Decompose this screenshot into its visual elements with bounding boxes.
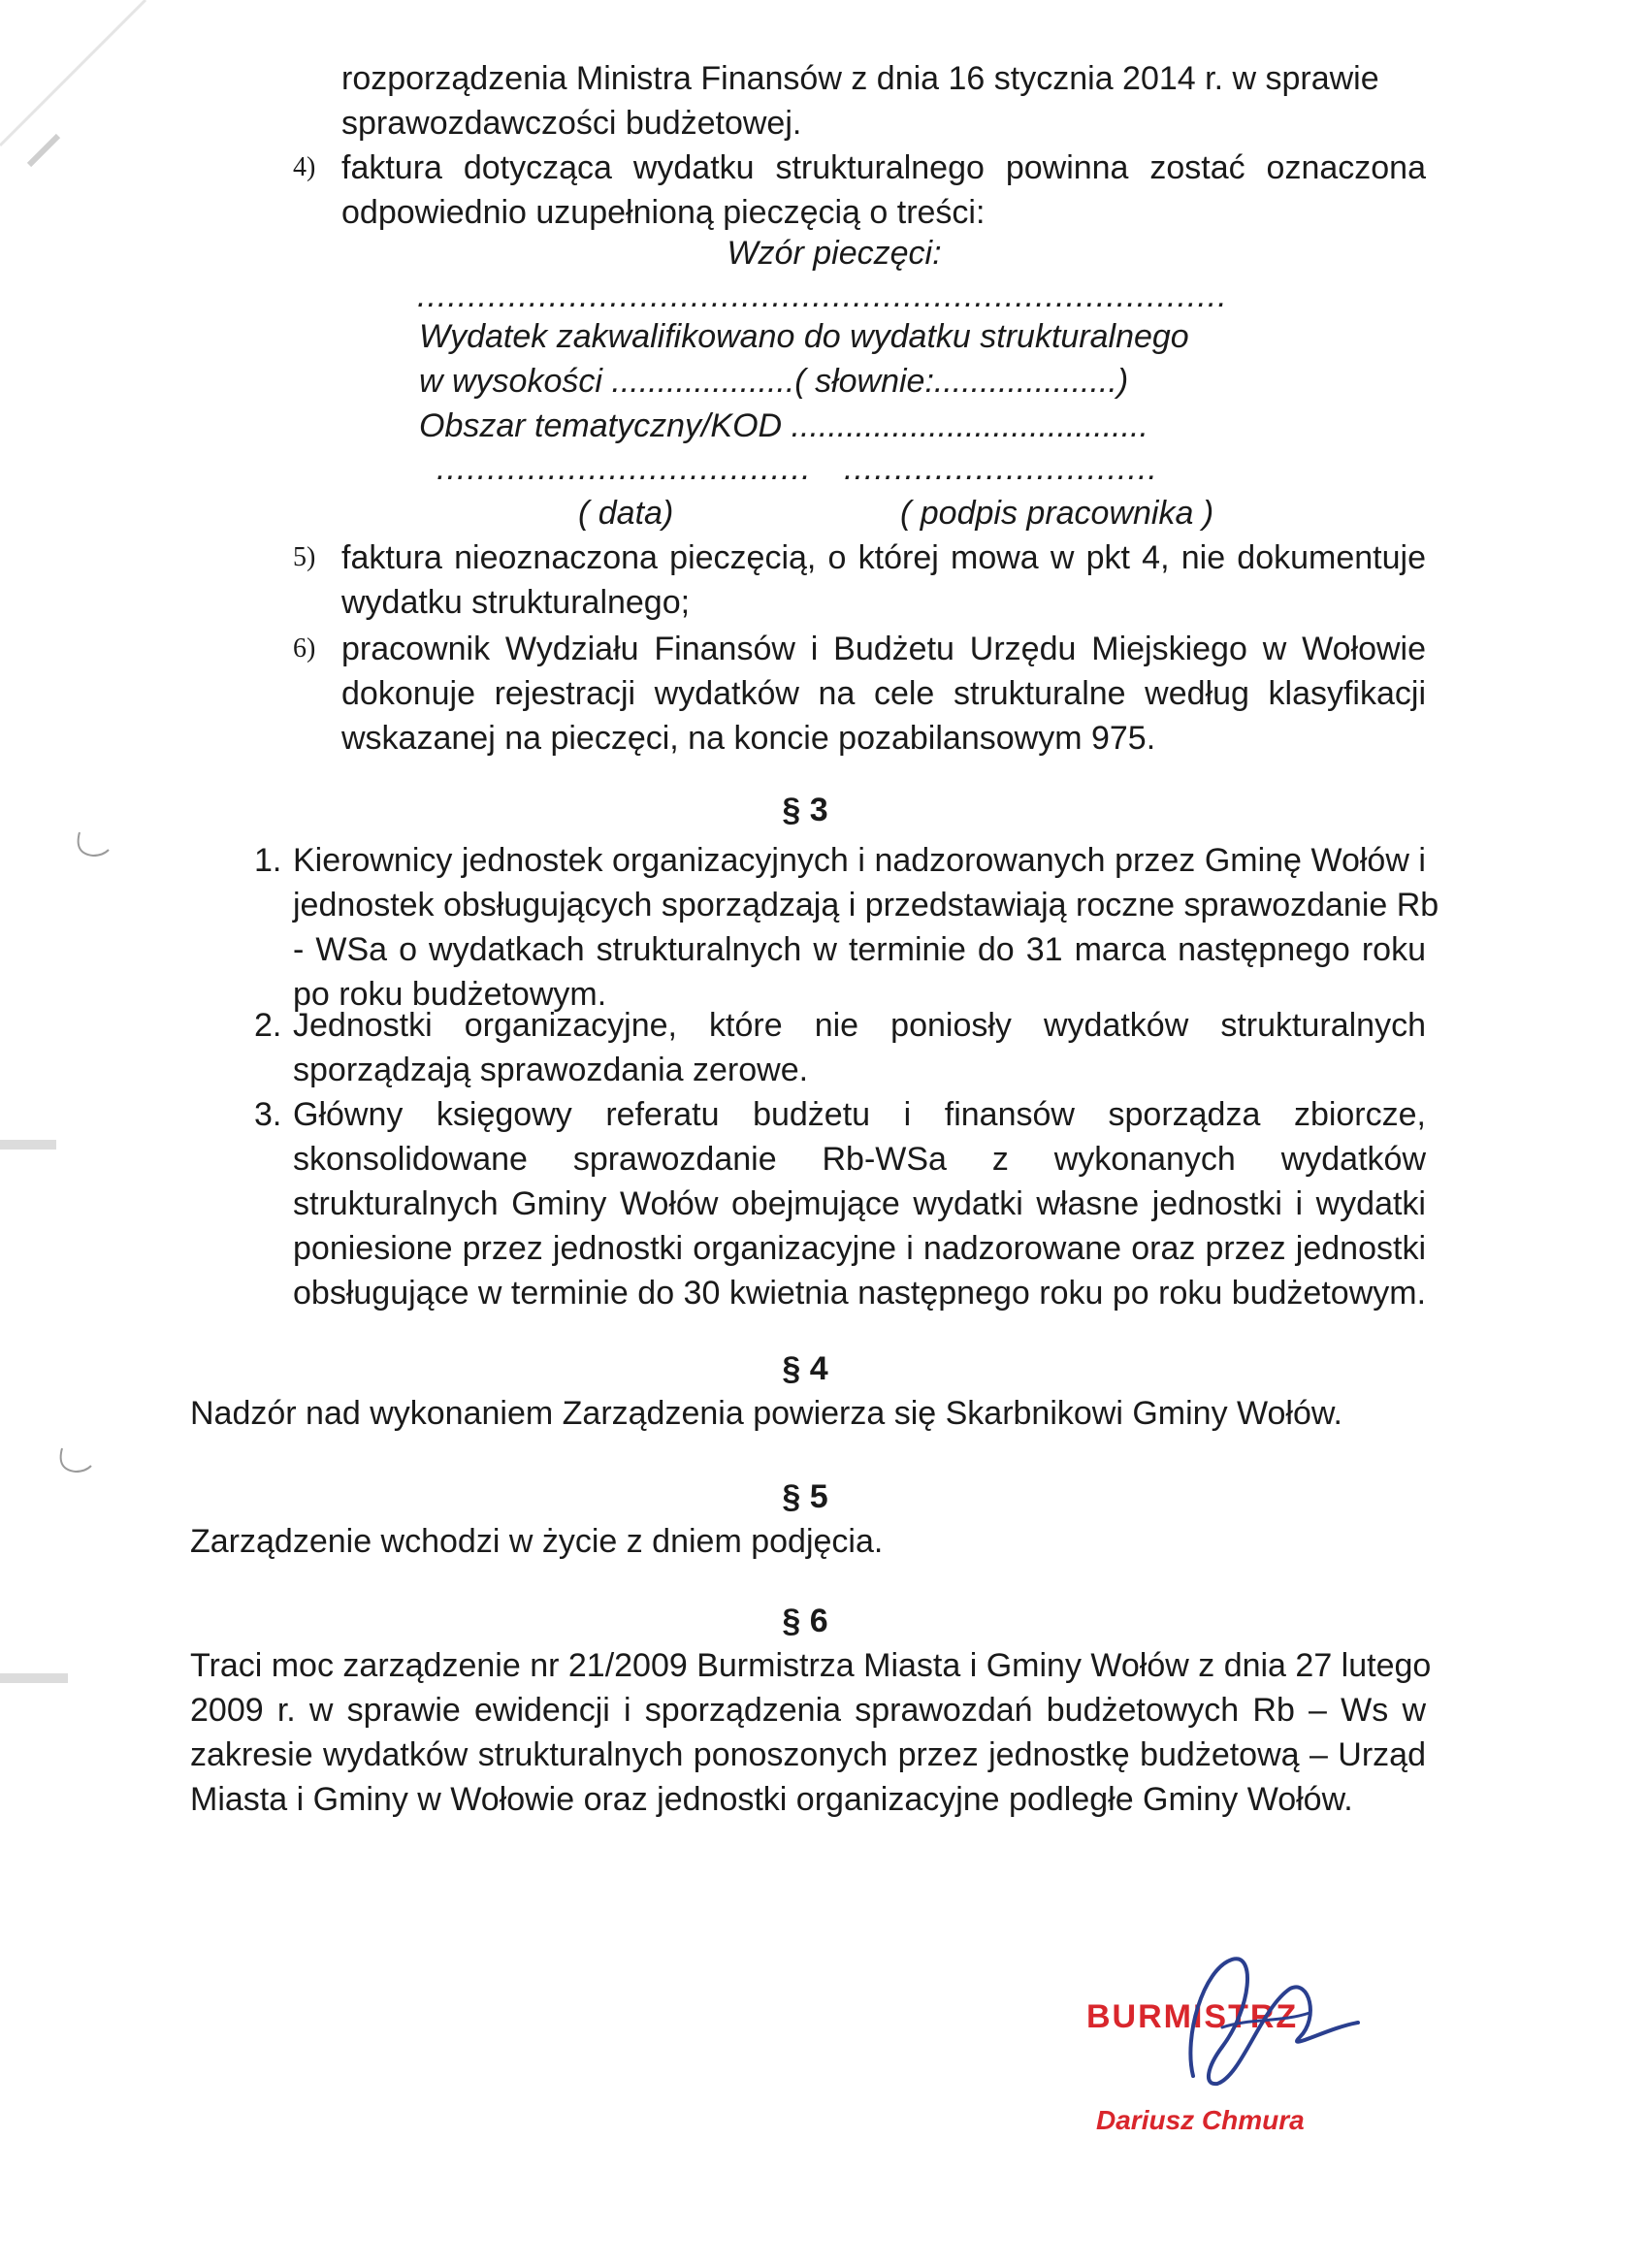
hole-punch-mark	[50, 1441, 99, 1489]
stamp-name: Dariusz Chmura	[1096, 2105, 1305, 2135]
section-heading: § 6	[782, 1603, 828, 1639]
list-number: 5)	[293, 542, 316, 572]
paragraph: Zarządzenie wchodzi w życie z dniem podjęcia.	[190, 1523, 884, 1560]
text-line: Główny księgowy referatu budżetu i finansów sporządza zbiorcze,	[293, 1096, 1426, 1133]
paragraph: Nadzór nad wykonaniem Zarządzenia powierza się Skarbnikowi Gminy Wołów.	[190, 1395, 1343, 1432]
dotted-line: .....................................	[436, 450, 812, 487]
stamp-template-date: ( data)	[578, 495, 674, 532]
text-line: rozporządzenia Ministra Finansów z dnia 16 stycznia 2014 r. w sprawie	[341, 60, 1379, 97]
list-number: 2.	[254, 1007, 282, 1044]
dotted-line: ................................................................................	[417, 277, 1228, 314]
corner-fold-mark	[0, 0, 165, 194]
text-line: wskazanej na pieczęci, na koncie pozabilansowym 975.	[341, 720, 1156, 757]
section-heading: § 5	[782, 1478, 828, 1515]
text-line: wydatku strukturalnego;	[341, 584, 691, 621]
text-line: odpowiednio uzupełnioną pieczęcią o treści:	[341, 194, 986, 231]
section-heading: § 4	[782, 1350, 828, 1387]
section-heading: § 3	[782, 792, 828, 828]
signature-scribble	[1164, 1930, 1377, 2105]
scan-shade	[0, 1140, 56, 1150]
stamp-template-signature: ( podpis pracownika )	[900, 495, 1214, 532]
list-number: 4)	[293, 152, 316, 182]
list-number: 1.	[254, 842, 282, 879]
text-line: 2009 r. w sprawie ewidencji i sporządzenia sprawozdań budżetowych Rb – Ws w	[190, 1692, 1426, 1729]
text-line: strukturalnych Gminy Wołów obejmujące wydatki własne jednostki i wydatki	[293, 1185, 1426, 1222]
text-line: po roku budżetowym.	[293, 976, 607, 1013]
text-line: dokonuje rejestracji wydatków na cele strukturalne według klasyfikacji	[341, 675, 1426, 712]
stamp-template-title: Wzór pieczęci:	[727, 235, 942, 272]
text-line: sprawozdawczości budżetowej.	[341, 105, 802, 142]
text-line: Traci moc zarządzenie nr 21/2009 Burmistrza Miasta i Gminy Wołów z dnia 27 lutego	[190, 1647, 1432, 1684]
text-line: skonsolidowane sprawozdanie Rb-WSa z wykonanych wydatków	[293, 1141, 1426, 1178]
text-line: zakresie wydatków strukturalnych ponoszonych przez jednostkę budżetową – Urząd	[190, 1736, 1426, 1773]
text-line: Jednostki organizacyjne, które nie poniosły wydatków strukturalnych	[293, 1007, 1426, 1044]
list-number: 6)	[293, 633, 316, 664]
text-line: pracownik Wydziału Finansów i Budżetu Urzędu Miejskiego w Wołowie	[341, 631, 1426, 667]
text-line: jednostek obsługujących sporządzają i przedstawiają roczne sprawozdanie Rb	[293, 887, 1439, 923]
stamp-title: BURMISTRZ	[1086, 1998, 1299, 2035]
stamp-template-line: Obszar tematyczny/KOD .......................................	[419, 407, 1148, 444]
stamp-template-line: w wysokości ....................( słownie:....................)	[419, 363, 1129, 400]
text-line: faktura dotycząca wydatku strukturalnego powinna zostać oznaczona	[341, 149, 1426, 186]
text-line: obsługujące w terminie do 30 kwietnia następnego roku po roku budżetowym.	[293, 1275, 1427, 1312]
text-line: - WSa o wydatkach strukturalnych w terminie do 31 marca następnego roku	[293, 931, 1426, 968]
text-line: Miasta i Gminy w Wołowie oraz jednostki organizacyjne podległe Gminy Wołów.	[190, 1781, 1353, 1818]
text-line: poniesione przez jednostki organizacyjne i nadzorowane oraz przez jednostki	[293, 1230, 1426, 1267]
hole-punch-mark	[68, 825, 116, 873]
stamp-template-line: Wydatek zakwalifikowano do wydatku strukturalnego	[419, 318, 1189, 355]
text-line: Kierownicy jednostek organizacyjnych i nadzorowanych przez Gminę Wołów i	[293, 842, 1426, 879]
text-line: faktura nieoznaczona pieczęcią, o której mowa w pkt 4, nie dokumentuje	[341, 539, 1426, 576]
dotted-line: ...............................	[844, 450, 1158, 487]
list-number: 3.	[254, 1096, 282, 1133]
scan-shade	[0, 1673, 68, 1683]
text-line: sporządzają sprawozdania zerowe.	[293, 1052, 809, 1088]
